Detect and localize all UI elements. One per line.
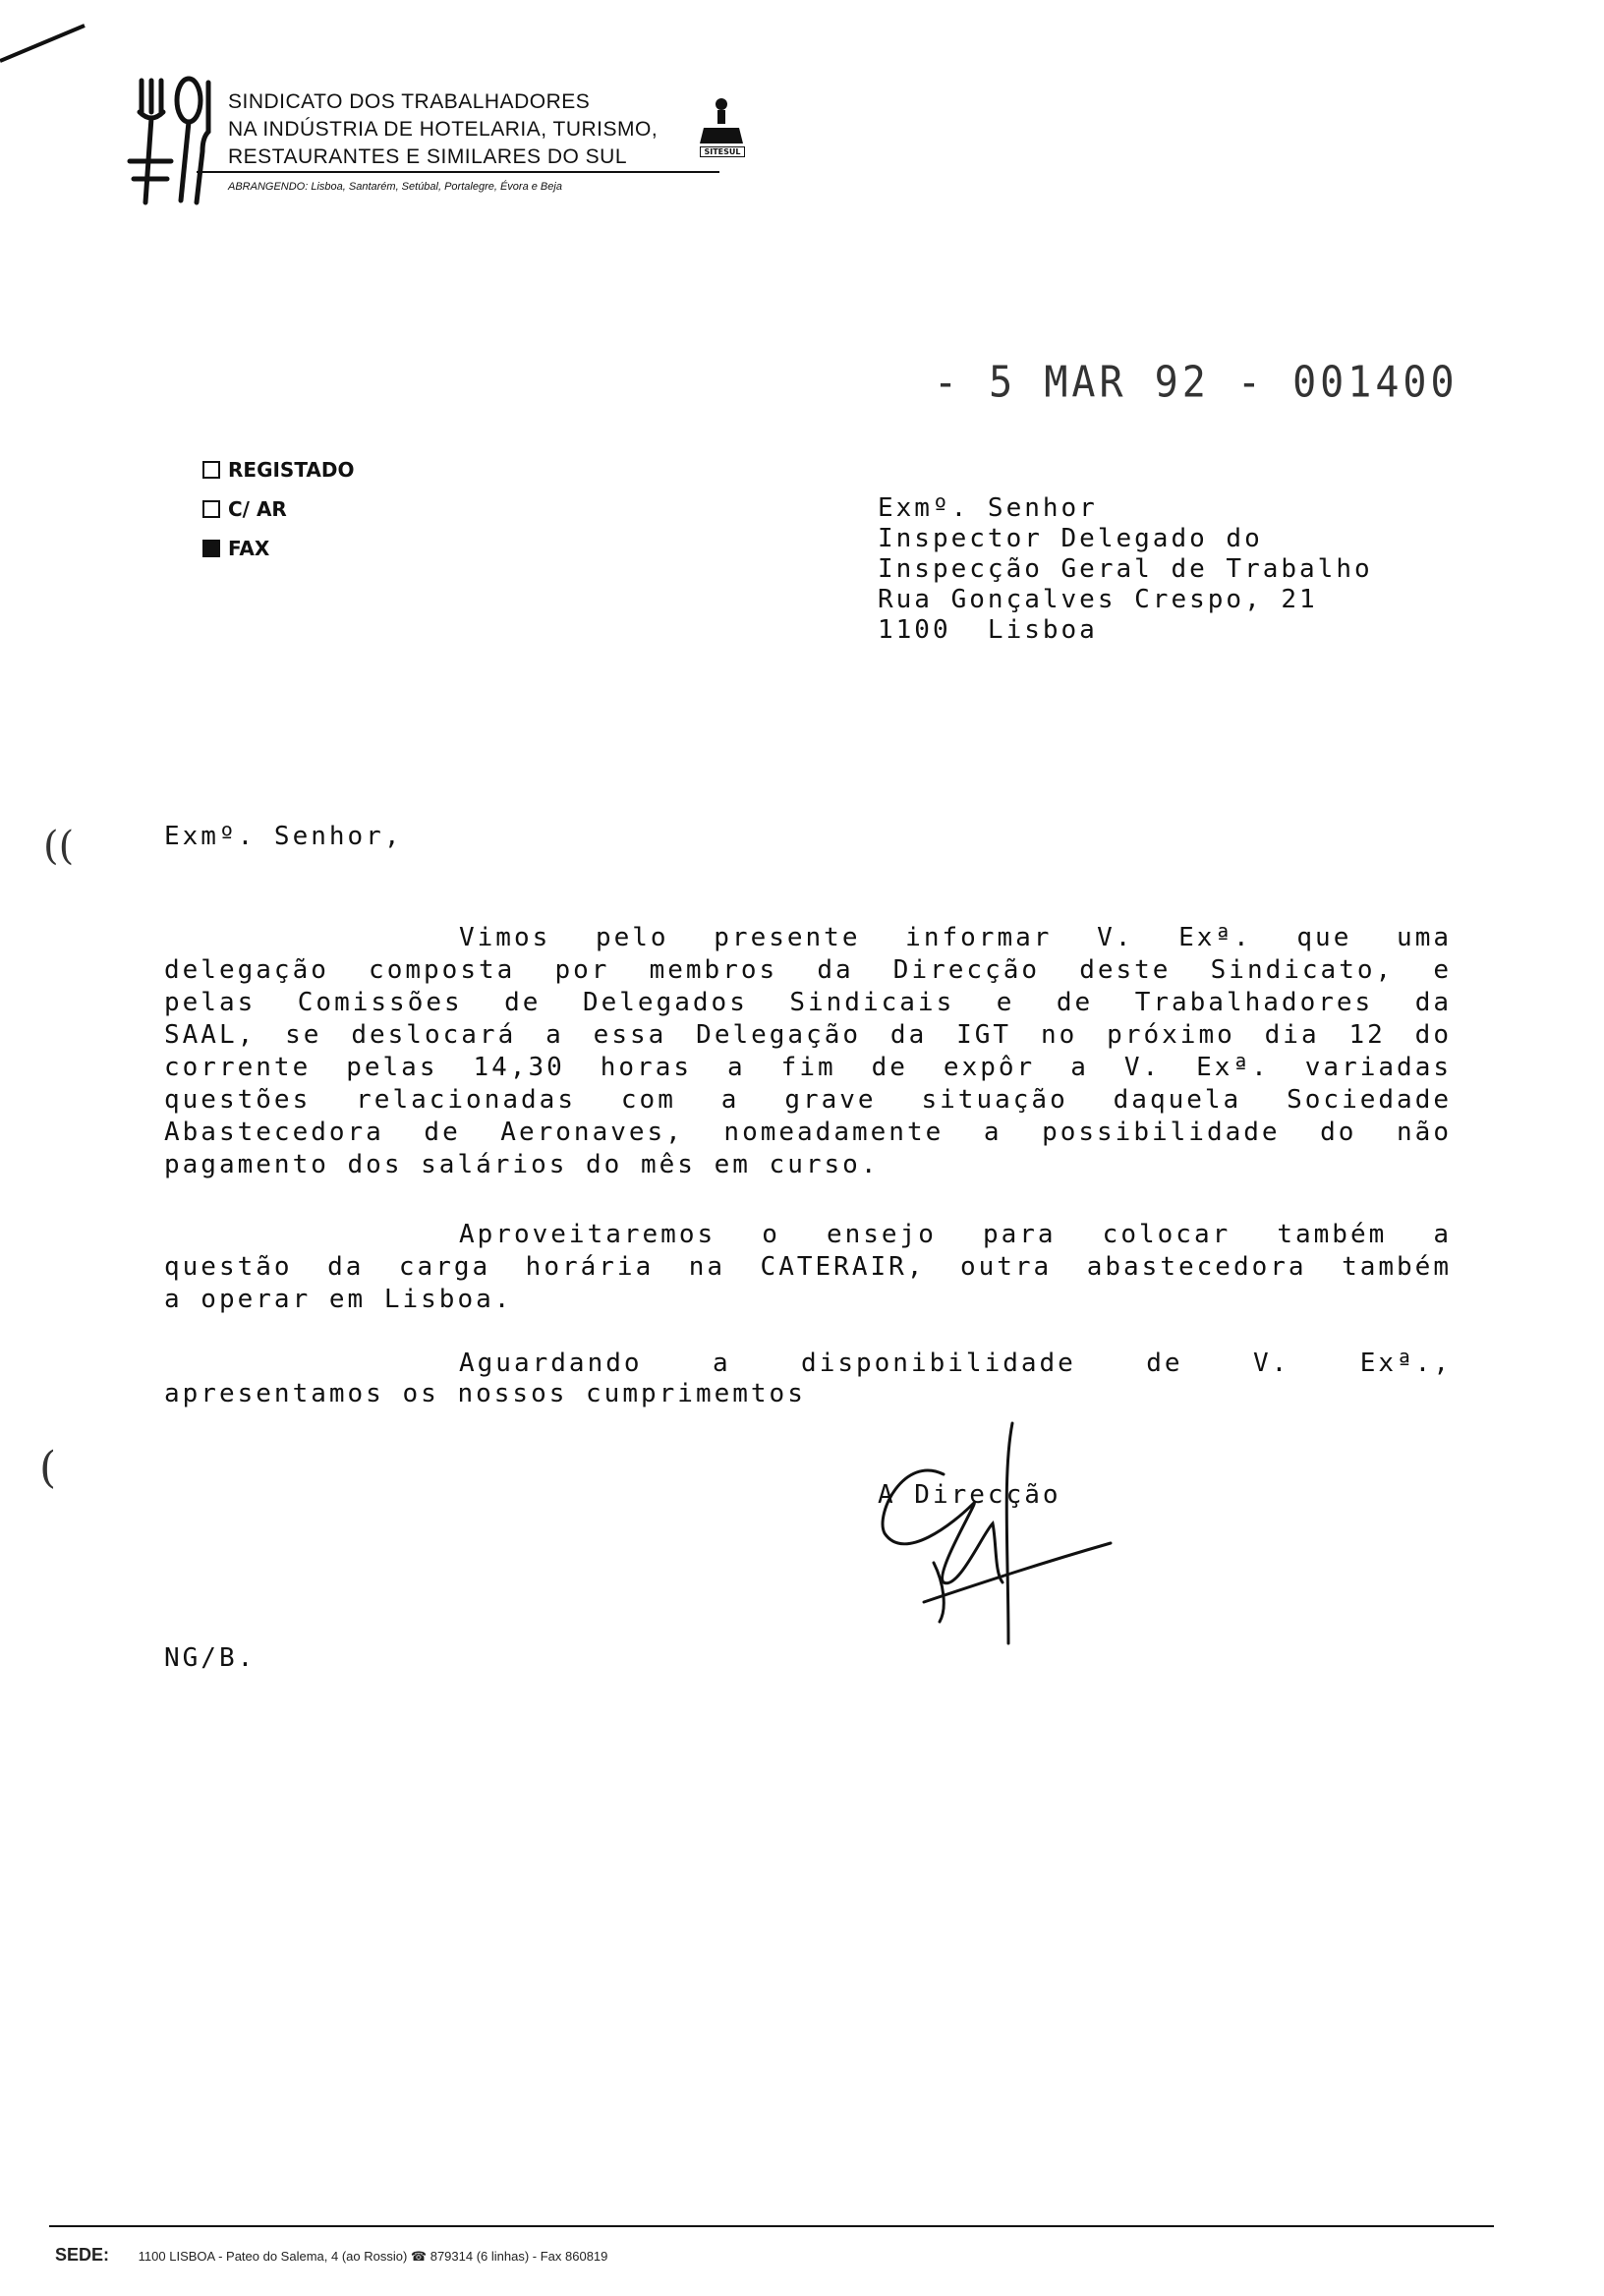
body-paragraph-1: [164, 922, 1452, 1181]
checkbox-icon: [202, 500, 220, 518]
footer: [55, 2245, 607, 2266]
paragraph-line: questão da carga horária na CATERAIR, outra abastecedora também: [164, 1252, 1452, 1282]
letterhead-coverage: ABRANGENDO: Lisboa, Santarém, Setúbal, Portalegre, Évora e Beja: [228, 181, 562, 193]
footer-address: 1100 LISBOA - Pateo do Salema, 4 (ao Rossio) ☎ 879314 (6 linhas) - Fax 860819: [138, 2249, 608, 2264]
paragraph-line: delegação composta por membros da Direcção deste Sindicato, e: [164, 955, 1452, 985]
footer-rule: [49, 2225, 1494, 2227]
paragraph-line: Aguardando a disponibilidade de V. Exª.,: [459, 1349, 1452, 1378]
paragraph-line: SAAL, se deslocará a essa Delegação da IGT no próximo dia 12 do: [164, 1020, 1452, 1050]
paragraph-line: corrente pelas 14,30 horas a fim de expôr a V. Exª. variadas: [164, 1053, 1452, 1082]
recipient-line: Inspecção Geral de Trabalho: [878, 554, 1373, 584]
paragraph-line: apresentamos os nossos cumprimemtos: [164, 1379, 806, 1408]
emblem-text: SITESUL: [700, 146, 745, 157]
signature-label: A Direcção: [878, 1480, 1061, 1510]
cutlery-logo-icon: [124, 73, 222, 210]
union-emblem: [700, 94, 745, 161]
paragraph-line: pagamento dos salários do mês em curso.: [164, 1150, 880, 1179]
letterhead-line-1: SINDICATO DOS TRABALHADORES: [228, 90, 591, 113]
handwritten-signature: [865, 1415, 1120, 1651]
checked-checkbox-icon: [202, 540, 220, 557]
paragraph-line: questões relacionadas com a grave situação daquela Sociedade: [164, 1085, 1452, 1115]
body-paragraph-3: [164, 1349, 1452, 1409]
footer-label: SEDE:: [55, 2245, 110, 2265]
paragraph-line: Aproveitaremos o ensejo para colocar também a: [459, 1220, 1452, 1249]
union-emblem-icon: [700, 94, 745, 145]
checklist-item-fax: FAX: [202, 537, 269, 560]
date-stamp: - 5 MAR 92 - 001400: [934, 357, 1459, 408]
recipient-line: Inspector Delegado do: [878, 524, 1263, 553]
paragraph-line: Vimos pelo presente informar V. Exª. que uma: [459, 923, 1452, 952]
salutation: Exmº. Senhor,: [164, 822, 403, 851]
letterhead-line-3: RESTAURANTES E SIMILARES DO SUL: [197, 145, 719, 173]
paragraph-line: Abastecedora de Aeronaves, nomeadamente a possibilidade do não: [164, 1118, 1452, 1147]
recipient-line: Exmº. Senhor: [878, 493, 1098, 523]
paragraph-line: a operar em Lisboa.: [164, 1285, 513, 1314]
reference-initials: NG/B.: [164, 1643, 257, 1673]
recipient-line: Rua Gonçalves Crespo, 21: [878, 585, 1318, 614]
recipient-address: [878, 493, 1373, 646]
corner-pen-mark: [0, 0, 98, 69]
margin-mark: (: [39, 1443, 57, 1493]
checklist-item-c-ar: C/ AR: [202, 497, 287, 521]
margin-mark: ((: [43, 824, 75, 869]
recipient-line: 1100 Lisboa: [878, 615, 1098, 645]
letterhead-line-2: NA INDÚSTRIA DE HOTELARIA, TURISMO,: [228, 118, 659, 141]
checklist-item-registado: REGISTADO: [202, 458, 355, 482]
paragraph-line: pelas Comissões de Delegados Sindicais e de Trabalhadores da: [164, 988, 1452, 1017]
checkbox-icon: [202, 461, 220, 479]
dispatch-checklist: [202, 458, 399, 566]
body-paragraph-2: [164, 1219, 1452, 1316]
